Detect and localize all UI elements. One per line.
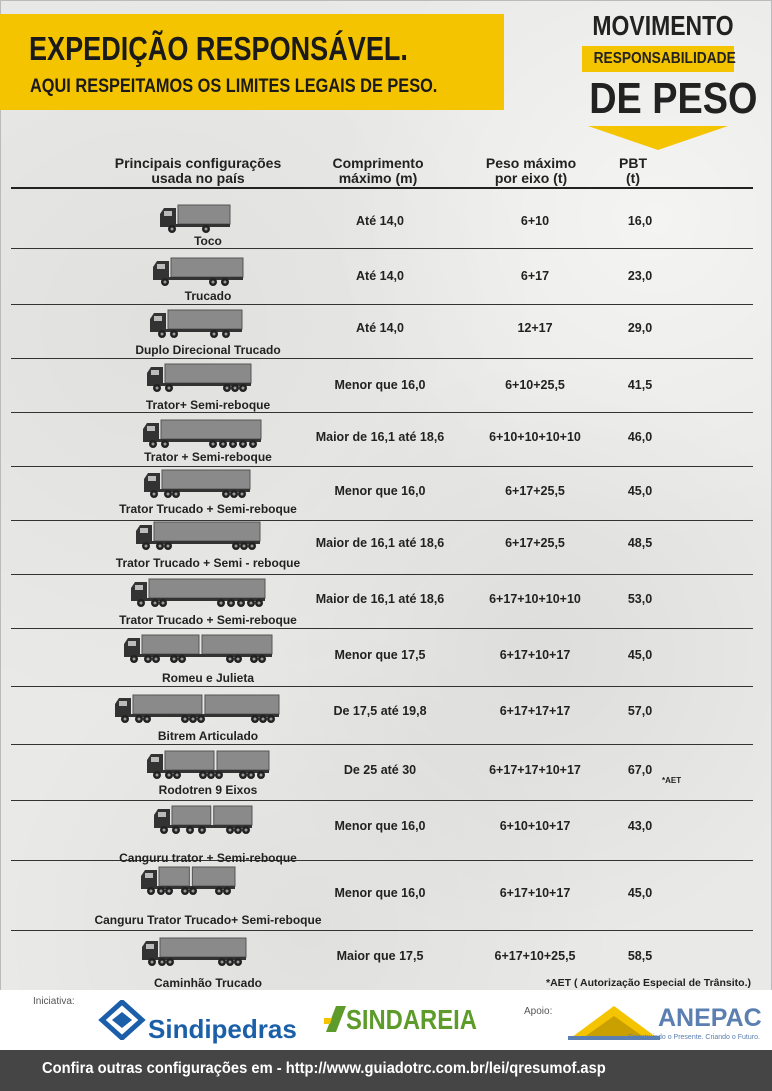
apoio-label: Apoio: [524,1006,553,1017]
page-subtitle: AQUI RESPEITAMOS OS LIMITES LEGAIS DE PESO. [30,76,438,97]
col-header-axle-2: por eixo (t) [494,170,568,186]
length-cell: Até 14,0 [356,269,404,283]
col-header-length-1: Comprimento [332,155,424,171]
length-cell: Até 14,0 [356,214,404,228]
vehicle-name: Canguru trator + Semi-reboque [119,851,297,865]
header-divider [11,187,753,189]
axle-weight-cell: 6+17+25,5 [505,536,565,550]
length-cell: Menor que 16,0 [334,378,426,392]
axle-weight-cell: 6+10+10+10+10 [489,430,581,444]
aet-footnote: *AET ( Autorização Especial de Trânsito.) [546,977,751,989]
truck-icon [115,694,283,724]
length-cell: Maior que 17,5 [336,949,424,963]
vehicle-name: Romeu e Julieta [161,671,255,685]
pbt-cell: 29,0 [627,321,653,335]
sindareia-logo-icon [324,1004,348,1034]
vehicle-name: Toco [194,234,222,248]
col-header-config-2: usada no país [151,170,245,186]
row-divider [11,412,753,413]
pbt-cell: 46,0 [627,430,653,444]
length-cell: Maior de 16,1 até 18,6 [315,592,445,606]
length-cell: Até 14,0 [356,321,404,335]
page-title: EXPEDIÇÃO RESPONSÁVEL. [29,30,408,67]
vehicle-name: Duplo Direcional Trucado [135,343,281,357]
truck-icon [143,419,265,449]
row-divider [11,686,753,687]
col-header-pbt-2: (t) [626,170,640,186]
truck-icon [131,578,269,608]
pbt-cell: 45,0 [627,484,653,498]
pbt-cell: 41,5 [627,378,653,392]
truck-icon [141,866,239,896]
axle-weight-cell: 6+10 [520,214,550,228]
length-cell: Maior de 16,1 até 18,6 [315,536,445,550]
logo-arrow-icon [588,126,728,150]
vehicle-name: Trator + Semi-reboque [144,450,272,464]
axle-weight-cell: 6+10+10+17 [499,819,571,833]
row-divider [11,304,753,305]
logo-line-2: RESPONSABILIDADE [593,50,736,67]
pbt-cell: 43,0 [627,819,653,833]
axle-weight-cell: 6+17+10+25,5 [494,949,576,963]
vehicle-name: Trator Trucado + Semi-reboque [119,502,297,516]
vehicle-name: Caminhão Trucado [153,976,263,990]
row-divider [11,248,753,249]
vehicle-name: Trucado [184,289,232,303]
pbt-cell: 48,5 [627,536,653,550]
axle-weight-cell: 6+17+17+17 [499,704,571,718]
logo-line-3: DE PESO [589,74,758,123]
axle-weight-cell: 6+17+10+10+10 [489,592,581,606]
truck-icon [150,309,246,339]
logo-line-1: MOVIMENTO [592,10,734,41]
pbt-cell: 53,0 [627,592,653,606]
vehicle-name: Bitrem Articulado [157,729,259,743]
row-divider [11,520,753,521]
col-header-pbt-1: PBT [619,155,647,171]
length-cell: Menor que 16,0 [334,484,426,498]
axle-weight-cell: 6+17+25,5 [505,484,565,498]
col-header-config-1: Principais configurações [114,155,282,171]
pbt-cell: 16,0 [627,214,653,228]
sindareia-name: SINDAREIA [346,1004,477,1035]
length-cell: Menor que 16,0 [334,819,426,833]
col-header-length [318,156,438,186]
movimento-logo [578,10,758,146]
footer-bar [0,1050,772,1091]
axle-weight-cell: 6+17+17+10+17 [489,763,581,777]
axle-weight-cell: 6+17+10+17 [499,648,571,662]
length-cell: Maior de 16,1 até 18,6 [315,430,445,444]
truck-icon [124,634,276,664]
axle-weight-cell: 6+10+25,5 [505,378,565,392]
row-divider [11,466,753,467]
col-header-config [98,156,298,186]
truck-icon [153,257,247,287]
col-header-length-2: máximo (m) [338,170,418,186]
pbt-cell: 45,0 [627,648,653,662]
logo-line-2-band [582,46,734,72]
truck-icon [136,521,264,551]
col-header-pbt [608,156,658,186]
pbt-cell: 45,0 [627,886,653,900]
footer-link-text[interactable]: Confira outras configurações em - http://www.guiadotrc.com.br/lei/qresumof.asp [42,1060,606,1077]
anepac-tagline: Construindo o Presente. Criando o Futuro. [628,1034,760,1041]
pbt-cell: 23,0 [627,269,653,283]
row-divider [11,744,753,745]
pbt-cell: 57,0 [627,704,653,718]
truck-icon [147,750,273,780]
vehicle-name: Rodotren 9 Eixos [158,783,258,797]
length-cell: De 17,5 até 19,8 [333,704,427,718]
truck-icon [147,363,255,393]
truck-icon [144,469,254,499]
row-divider [11,800,753,801]
vehicle-name: Trator Trucado + Semi-reboque [119,613,297,627]
vehicle-name: Trator+ Semi-reboque [145,398,271,412]
truck-icon [160,204,234,234]
length-cell: De 25 até 30 [343,763,417,777]
pbt-cell: 67,0 [627,763,653,777]
axle-weight-cell: 6+17+10+17 [499,886,571,900]
row-divider [11,574,753,575]
length-cell: Menor que 16,0 [334,886,426,900]
row-divider [11,930,753,931]
sindipedras-name: Sindipedras [148,1014,297,1044]
col-header-axle-1: Peso máximo [485,155,577,171]
truck-icon [142,937,250,967]
truck-icon [154,805,256,835]
row-divider [11,358,753,359]
axle-weight-cell: 6+17 [520,269,550,283]
vehicle-name: Canguru Trator Trucado+ Semi-reboque [94,913,322,927]
pbt-cell: 58,5 [627,949,653,963]
iniciativa-label: Iniciativa: [33,996,75,1007]
vehicle-name: Trator Trucado + Semi - reboque [115,556,301,570]
axle-weight-cell: 12+17 [517,321,553,335]
anepac-name: ANEPAC [658,1004,762,1032]
col-header-axle [476,156,586,186]
aet-mark: *AET [662,776,682,785]
length-cell: Menor que 17,5 [334,648,426,662]
row-divider [11,628,753,629]
sindipedras-logo-icon [98,1000,146,1040]
